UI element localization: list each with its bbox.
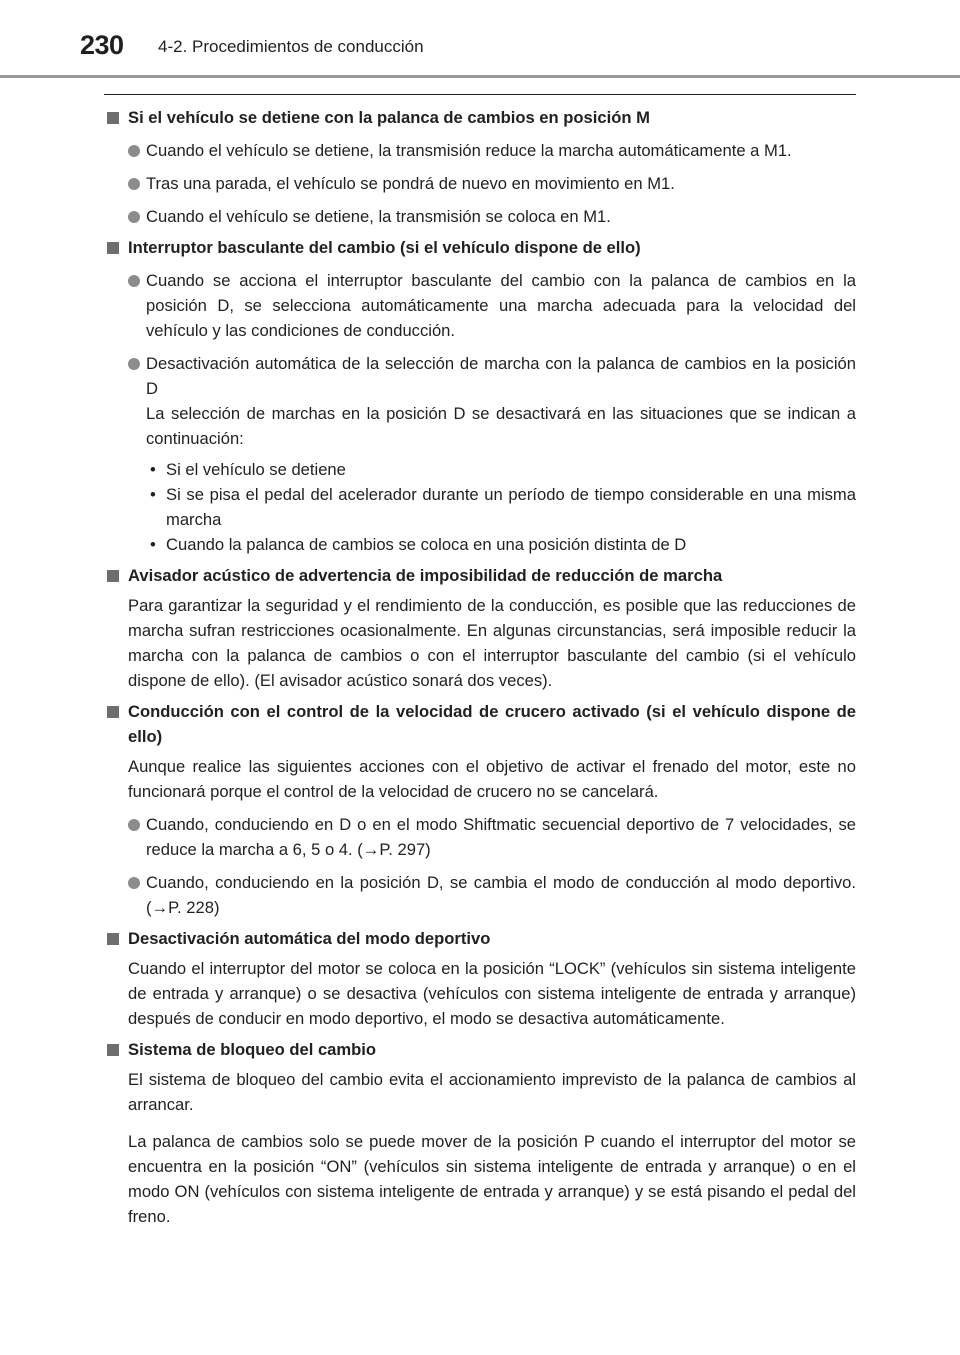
bullet-item [104,870,856,920]
square-bullet-icon [107,706,119,718]
sub-list-item [104,457,856,482]
heading-text: Conducción con el control de la velocidad de crucero activado (si el vehículo dispone de ello) [128,702,856,746]
heading-modo-deportivo [104,926,856,951]
square-bullet-icon [107,1044,119,1056]
sub-bullet-marker: • [150,535,156,554]
sub-item-text: Si se pisa el pedal del acelerador durante un período de tiempo considerable en una misma marcha [166,485,856,529]
bullet-text: Cuando, conduciendo en D o en el modo Shiftmatic secuencial deportivo de 7 velocidades, se reduce la marcha a 6, 5 o 4. (→P. 297) [146,815,856,859]
bullet-item [104,171,856,196]
page-header [0,0,960,78]
top-rule [104,94,856,95]
sub-list [104,457,856,557]
paragraph: La palanca de cambios solo se puede mover de la posición P cuando el interruptor del motor se encuentra en la posición “ON” (vehículos sin sistema inteligente de entrada y arranque) o en el modo ON (vehículos con sistema inteligente de entrada y arranque) y se está pisando el pedal del freno. [128,1132,856,1226]
heading-text: Sistema de bloqueo del cambio [128,1040,377,1059]
square-bullet-icon [107,933,119,945]
paragraph: Cuando el interruptor del motor se coloca en la posición “LOCK” (vehículos sin sistema inteligente de entrada y arranque) o se desactiva (vehículos con sistema inteligente de entrada y arranque) después de conducir en modo deportivo, el modo se desactiva automáticamente. [128,959,856,1028]
sub-item-text: Si el vehículo se detiene [166,460,346,479]
square-bullet-icon [107,242,119,254]
heading-text: Desactivación automática del modo deportivo [128,929,491,948]
bullet-text: Tras una parada, el vehículo se pondrá de nuevo en movimiento en M1. [146,174,675,193]
circle-bullet-icon [128,877,140,889]
heading-interruptor-basculante [104,235,856,260]
heading-palanca-m [104,105,856,130]
paragraph: Para garantizar la seguridad y el rendimiento de la conducción, es posible que las reducciones de marcha sufran restricciones ocasionalmente. En algunas circunstancias, será imposible reducir la marcha con la palanca de cambios o con el interruptor basculante del cambio (si el vehículo dispone de ello). (El avisador acústico sonará dos veces). [128,596,856,690]
bullet-text: Cuando el vehículo se detiene, la transmisión se coloca en M1. [146,207,611,226]
heading-text: Interruptor basculante del cambio (si el vehículo dispone de ello) [128,238,641,257]
square-bullet-icon [107,570,119,582]
paragraph: El sistema de bloqueo del cambio evita el accionamiento imprevisto de la palanca de cambios al arrancar. [128,1070,856,1114]
heading-control-crucero [104,699,856,749]
sub-list-item [104,532,856,557]
bullet-item [104,268,856,343]
bullet-text: Cuando el vehículo se detiene, la transmisión reduce la marcha automáticamente a M1. [146,141,792,160]
page-content [104,99,856,1229]
circle-bullet-icon [128,211,140,223]
circle-bullet-icon [128,275,140,287]
heading-avisador-acustico [104,563,856,588]
circle-bullet-icon [128,145,140,157]
heading-bloqueo-cambio [104,1037,856,1062]
circle-bullet-icon [128,358,140,370]
bullet-item [104,351,856,451]
sub-item-text: Cuando la palanca de cambios se coloca en una posición distinta de D [166,535,687,554]
bullet-item [104,812,856,862]
paragraph: Aunque realice las siguientes acciones con el objetivo de activar el frenado del motor, este no funcionará porque el control de la velocidad de crucero no se cancelará. [128,757,856,801]
sub-bullet-marker: • [150,460,156,479]
circle-bullet-icon [128,178,140,190]
section-title: 4-2. Procedimientos de conducción [158,37,424,56]
sub-list-item [104,482,856,532]
circle-bullet-icon [128,819,140,831]
square-bullet-icon [107,112,119,124]
sub-bullet-marker: • [150,485,156,504]
bullet-item [104,138,856,163]
bullet-item [104,204,856,229]
page-number: 230 [80,30,124,60]
heading-text: Avisador acústico de advertencia de imposibilidad de reducción de marcha [128,566,723,585]
bullet-text: La selección de marchas en la posición D se desactivará en las situaciones que se indican a continuación: [146,404,856,448]
heading-text: Si el vehículo se detiene con la palanca de cambios en posición M [128,108,650,127]
bullet-text: Cuando, conduciendo en la posición D, se cambia el modo de conducción al modo deportivo. (→P. 228) [146,873,856,917]
bullet-text: Cuando se acciona el interruptor basculante del cambio con la palanca de cambios en la posición D, se selecciona automáticamente una marcha adecuada para la velocidad del vehículo y las condiciones de conducción. [146,271,856,340]
bullet-text: Desactivación automática de la selección de marcha con la palanca de cambios en la posición D [146,354,856,398]
